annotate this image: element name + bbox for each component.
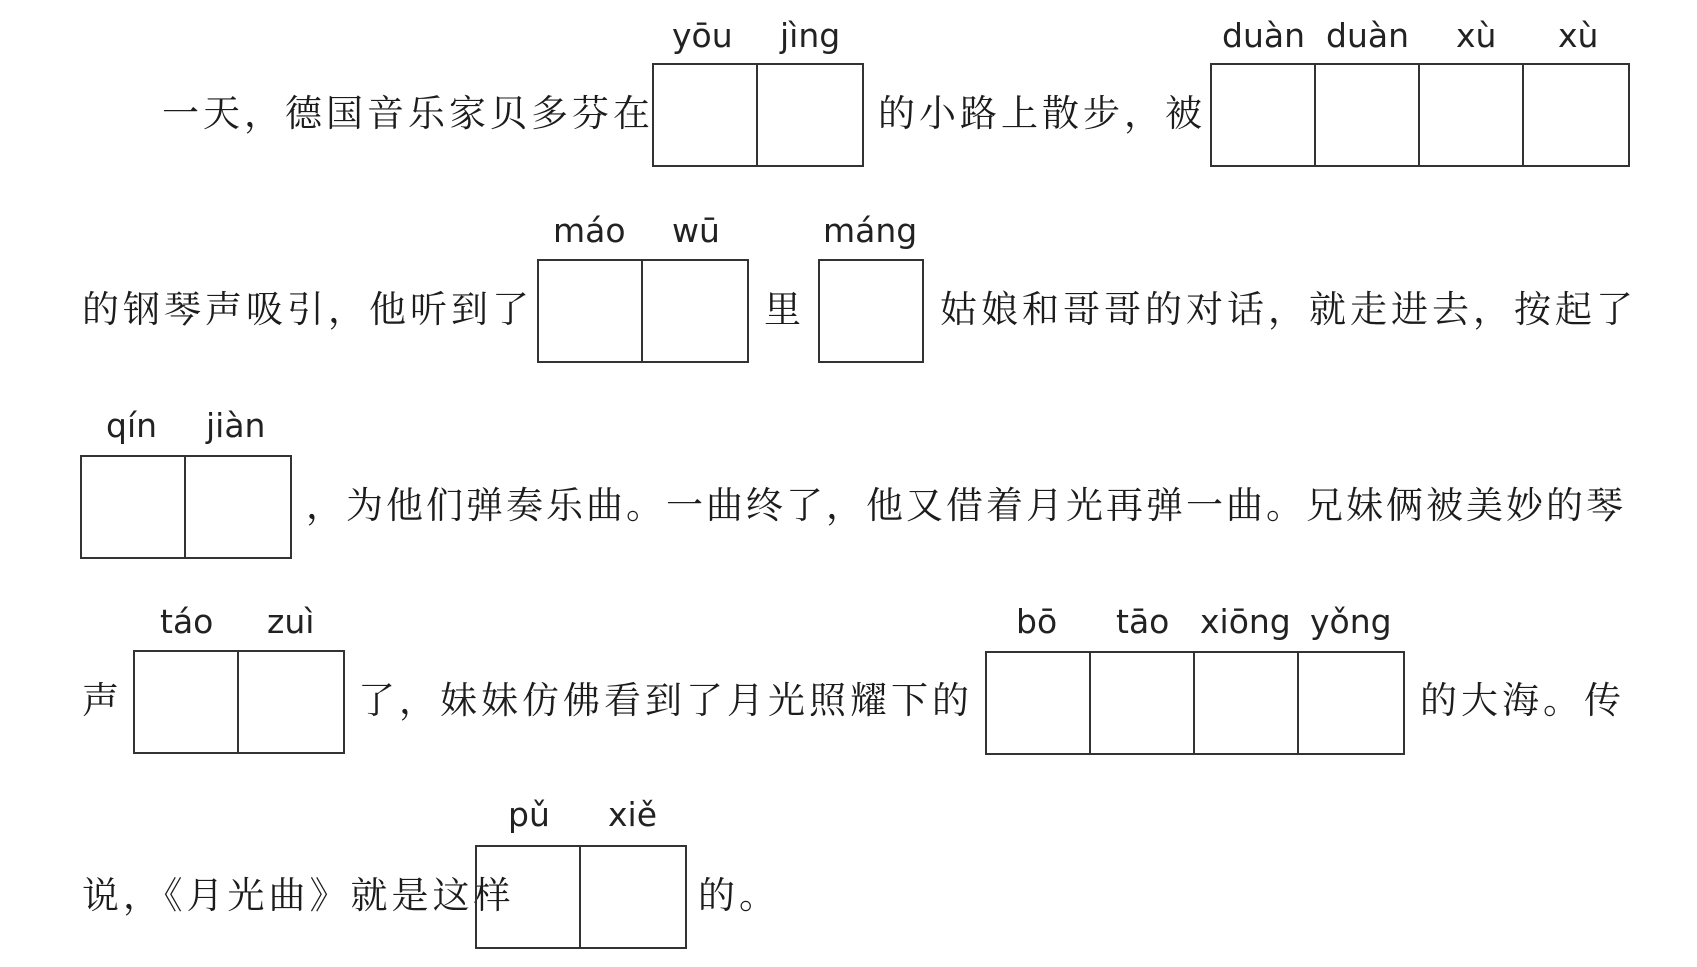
char-cell[interactable]: [654, 65, 758, 165]
char-cell[interactable]: [987, 653, 1091, 753]
answer-box-qinjian[interactable]: [80, 455, 292, 559]
text-line4-part1: 声: [82, 679, 123, 722]
char-cell[interactable]: [1420, 65, 1524, 165]
pinyin-jing: jìng: [780, 16, 841, 55]
text-line2-part2: 里: [764, 288, 805, 331]
pinyin-mao: máo: [553, 211, 626, 250]
pinyin-pu: pǔ: [508, 795, 550, 834]
char-cell[interactable]: [581, 847, 685, 947]
text-line4-part2: 了，妹妹仿佛看到了月光照耀下的: [358, 679, 973, 722]
char-cell[interactable]: [135, 652, 239, 752]
text-line1-part1: 一天，德国音乐家贝多芬在: [162, 92, 654, 135]
answer-box-puxie[interactable]: [475, 845, 687, 949]
char-cell[interactable]: [1195, 653, 1299, 753]
char-cell[interactable]: [1316, 65, 1420, 165]
pinyin-xu-1: xù: [1456, 16, 1497, 55]
answer-box-maowu[interactable]: [537, 259, 749, 363]
pinyin-zui: zuì: [267, 602, 315, 641]
char-cell[interactable]: [820, 261, 922, 361]
pinyin-duan-2: duàn: [1326, 16, 1409, 55]
char-cell[interactable]: [239, 652, 343, 752]
answer-box-botaoxiongyong[interactable]: [985, 651, 1405, 755]
text-line5-part1: 说，《月光曲》就是这样: [82, 874, 515, 917]
pinyin-mang: máng: [823, 211, 918, 250]
pinyin-duan-1: duàn: [1222, 16, 1305, 55]
pinyin-bo: bō: [1016, 602, 1058, 641]
text-line1-part2: 的小路上散步，被: [878, 92, 1206, 135]
pinyin-xu-2: xù: [1558, 16, 1599, 55]
pinyin-you: yōu: [672, 16, 733, 55]
char-cell[interactable]: [1212, 65, 1316, 165]
answer-box-mang[interactable]: [818, 259, 924, 363]
text-line3: ，为他们弹奏乐曲。一曲终了，他又借着月光再弹一曲。兄妹俩被美妙的琴: [306, 484, 1626, 527]
answer-box-duanduanxuxu[interactable]: [1210, 63, 1630, 167]
pinyin-xiong: xiōng: [1200, 602, 1291, 641]
answer-box-youjing[interactable]: [652, 63, 864, 167]
pinyin-wu: wū: [672, 211, 720, 250]
char-cell[interactable]: [1091, 653, 1195, 753]
char-cell[interactable]: [643, 261, 747, 361]
text-line2-part1: 的钢琴声吸引，他听到了: [82, 288, 533, 331]
char-cell[interactable]: [758, 65, 862, 165]
pinyin-yong: yǒng: [1310, 602, 1392, 641]
answer-box-taozui[interactable]: [133, 650, 345, 754]
pinyin-xie: xiě: [608, 795, 658, 834]
pinyin-qin: qín: [106, 406, 158, 445]
text-line4-part3: 的大海。传: [1420, 679, 1625, 722]
char-cell[interactable]: [186, 457, 290, 557]
char-cell[interactable]: [1524, 65, 1628, 165]
pinyin-jian: jiàn: [206, 406, 266, 445]
text-line5-part2: 的。: [698, 874, 780, 917]
pinyin-tao2: tāo: [1116, 602, 1170, 641]
text-line2-part3: 姑娘和哥哥的对话，就走进去，按起了: [940, 288, 1637, 331]
char-cell[interactable]: [477, 847, 581, 947]
char-cell[interactable]: [82, 457, 186, 557]
pinyin-tao: táo: [160, 602, 214, 641]
char-cell[interactable]: [539, 261, 643, 361]
char-cell[interactable]: [1299, 653, 1403, 753]
